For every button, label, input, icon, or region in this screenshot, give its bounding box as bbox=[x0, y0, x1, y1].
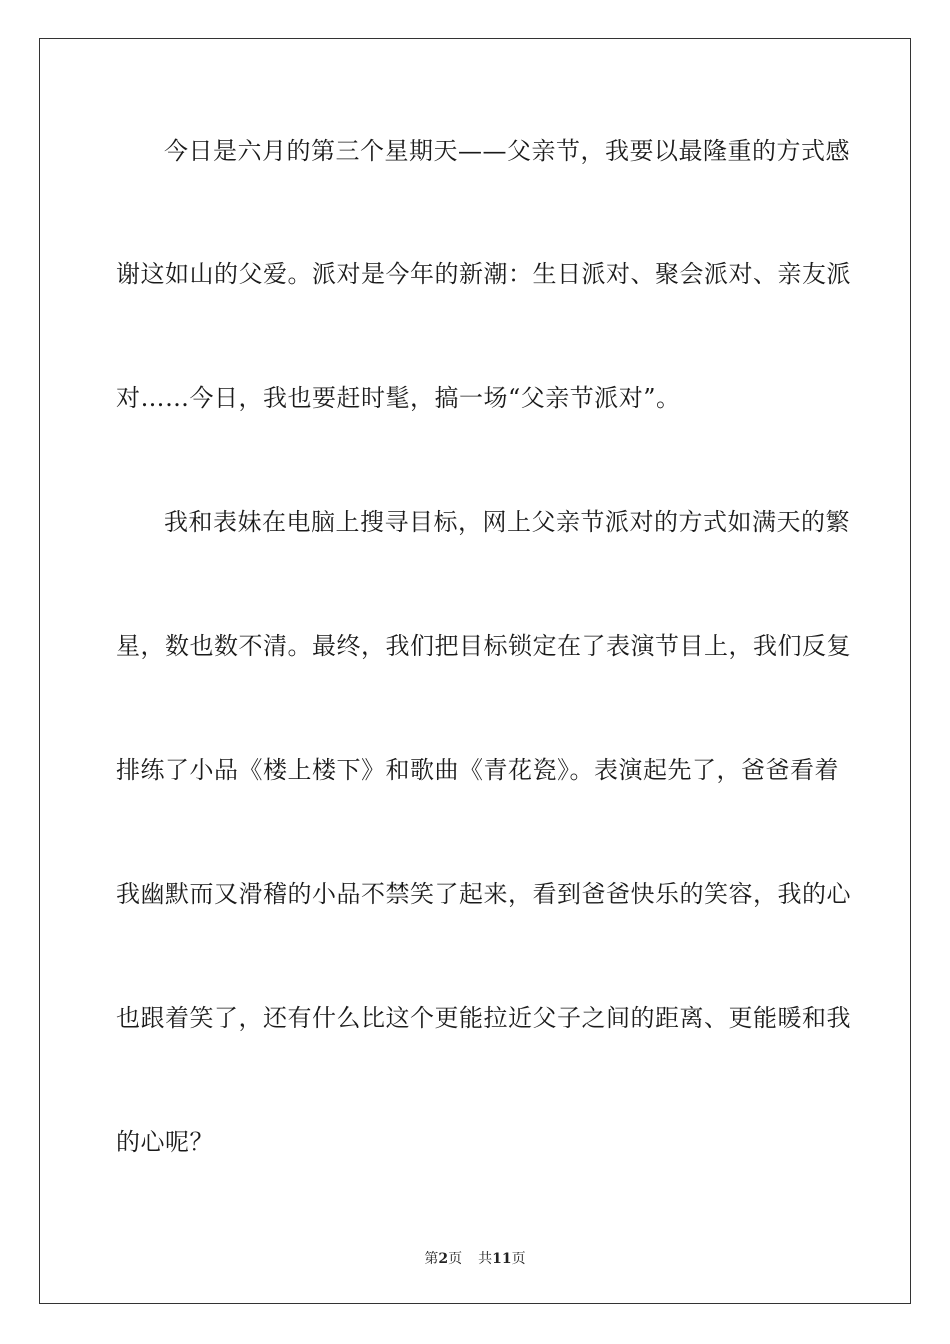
paragraph-2-line-1: 我和表妹在电脑上搜寻目标，网上父亲节派对的方式如满天的繁 bbox=[164, 508, 850, 536]
total-pages: 11 bbox=[492, 1251, 512, 1267]
total-prefix: 共 bbox=[478, 1251, 493, 1267]
page-footer bbox=[0, 1248, 950, 1268]
page-number: 2 bbox=[438, 1251, 449, 1267]
paragraph-1-line-3: 对……今日，我也要赶时髦，搞一场“父亲节派对”。 bbox=[116, 384, 681, 412]
page-prefix: 第 bbox=[424, 1251, 439, 1267]
paragraph-1-line-2: 谢这如山的父爱。派对是今年的新潮：生日派对、聚会派对、亲友派 bbox=[116, 260, 851, 288]
page-suffix: 页 bbox=[448, 1251, 463, 1267]
paragraph-2-line-5: 也跟着笑了，还有什么比这个更能拉近父子之间的距离、更能暖和我 bbox=[116, 1004, 851, 1032]
total-suffix: 页 bbox=[511, 1251, 526, 1267]
paragraph-2-line-4: 我幽默而又滑稽的小品不禁笑了起来，看到爸爸快乐的笑容，我的心 bbox=[116, 880, 851, 908]
page-frame bbox=[39, 38, 911, 1304]
paragraph-1-line-1: 今日是六月的第三个星期天——父亲节，我要以最隆重的方式感 bbox=[164, 137, 850, 165]
paragraph-2-line-2: 星，数也数不清。最终，我们把目标锁定在了表演节目上，我们反复 bbox=[116, 632, 851, 660]
paragraph-2-line-6: 的心呢？ bbox=[116, 1128, 214, 1156]
paragraph-2-line-3: 排练了小品《楼上楼下》和歌曲《青花瓷》。表演起先了，爸爸看着 bbox=[116, 756, 839, 784]
